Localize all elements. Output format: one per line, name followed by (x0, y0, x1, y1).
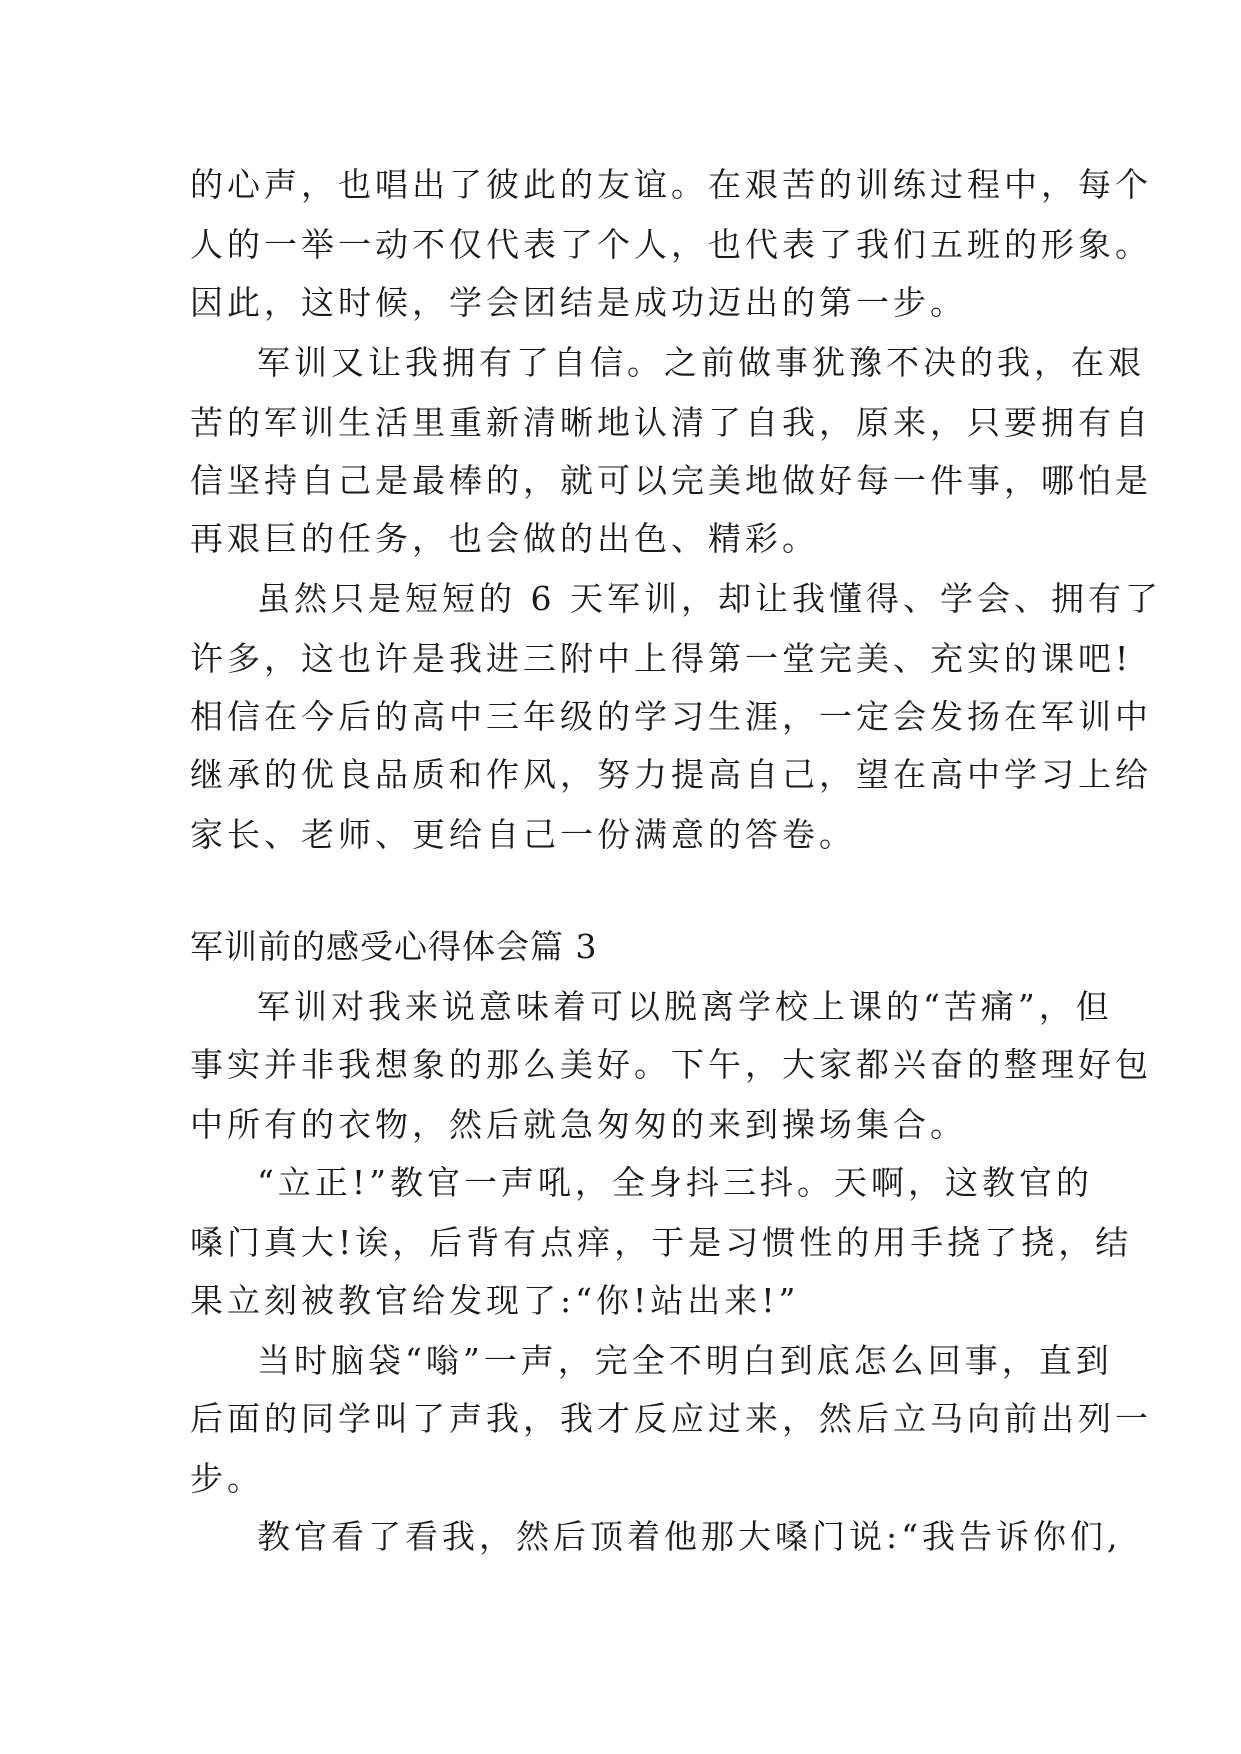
paragraph-line: 苦的军训生活里重新清晰地认清了自我，原来，只要拥有自 (190, 403, 1152, 442)
paragraph-line: 的心声，也唱出了彼此的友谊。在艰苦的训练过程中，每个 (190, 165, 1152, 204)
paragraph-line: 果立刻被教官给发现了:“你!站出来!” (190, 1281, 800, 1320)
paragraph-line: 人的一举一动不仅代表了个人，也代表了我们五班的形象。 (190, 225, 1152, 264)
section-heading: 军训前的感受心得体会篇 3 (190, 927, 598, 966)
paragraph-line: 军训又让我拥有了自信。之前做事犹豫不决的我，在艰 (257, 343, 1145, 382)
paragraph-line: 家长、老师、更给自己一份满意的答卷。 (190, 815, 856, 854)
paragraph-line: 中所有的衣物，然后就急匆匆的来到操场集合。 (190, 1105, 967, 1144)
paragraph-line: 虽然只是短短的 6 天军训，却让我懂得、学会、拥有了 (257, 579, 1162, 618)
paragraph-line: 许多，这也许是我进三附中上得第一堂完美、充实的课吧! (190, 639, 1133, 678)
paragraph-line: 继承的优良品质和作风，努力提高自己，望在高中学习上给 (190, 755, 1152, 794)
paragraph-line: 教官看了看我，然后顶着他那大嗓门说:“我告诉你们, (257, 1517, 1122, 1556)
paragraph-line: “立正!”教官一声吼，全身抖三抖。天啊，这教官的 (257, 1163, 1094, 1202)
paragraph-line: 后面的同学叫了声我，我才反应过来，然后立马向前出列一 (190, 1399, 1152, 1438)
paragraph-line: 相信在今后的高中三年级的学习生涯，一定会发扬在军训中 (190, 697, 1152, 736)
paragraph-line: 步。 (190, 1459, 264, 1498)
paragraph-line: 再艰巨的任务，也会做的出色、精彩。 (190, 519, 819, 558)
paragraph-line: 嗓门真大!诶，后背有点痒，于是习惯性的用手挠了挠，结 (190, 1223, 1133, 1262)
paragraph-line: 因此，这时候，学会团结是成功迈出的第一步。 (190, 283, 967, 322)
paragraph-line: 军训对我来说意味着可以脱离学校上课的“苦痛”，但 (257, 987, 1113, 1026)
paragraph-line: 当时脑袋“嗡”一声，完全不明白到底怎么回事，直到 (257, 1341, 1113, 1380)
paragraph-line: 信坚持自己是最棒的，就可以完美地做好每一件事，哪怕是 (190, 461, 1152, 500)
paragraph-line: 事实并非我想象的那么美好。下午，大家都兴奋的整理好包 (190, 1045, 1152, 1084)
